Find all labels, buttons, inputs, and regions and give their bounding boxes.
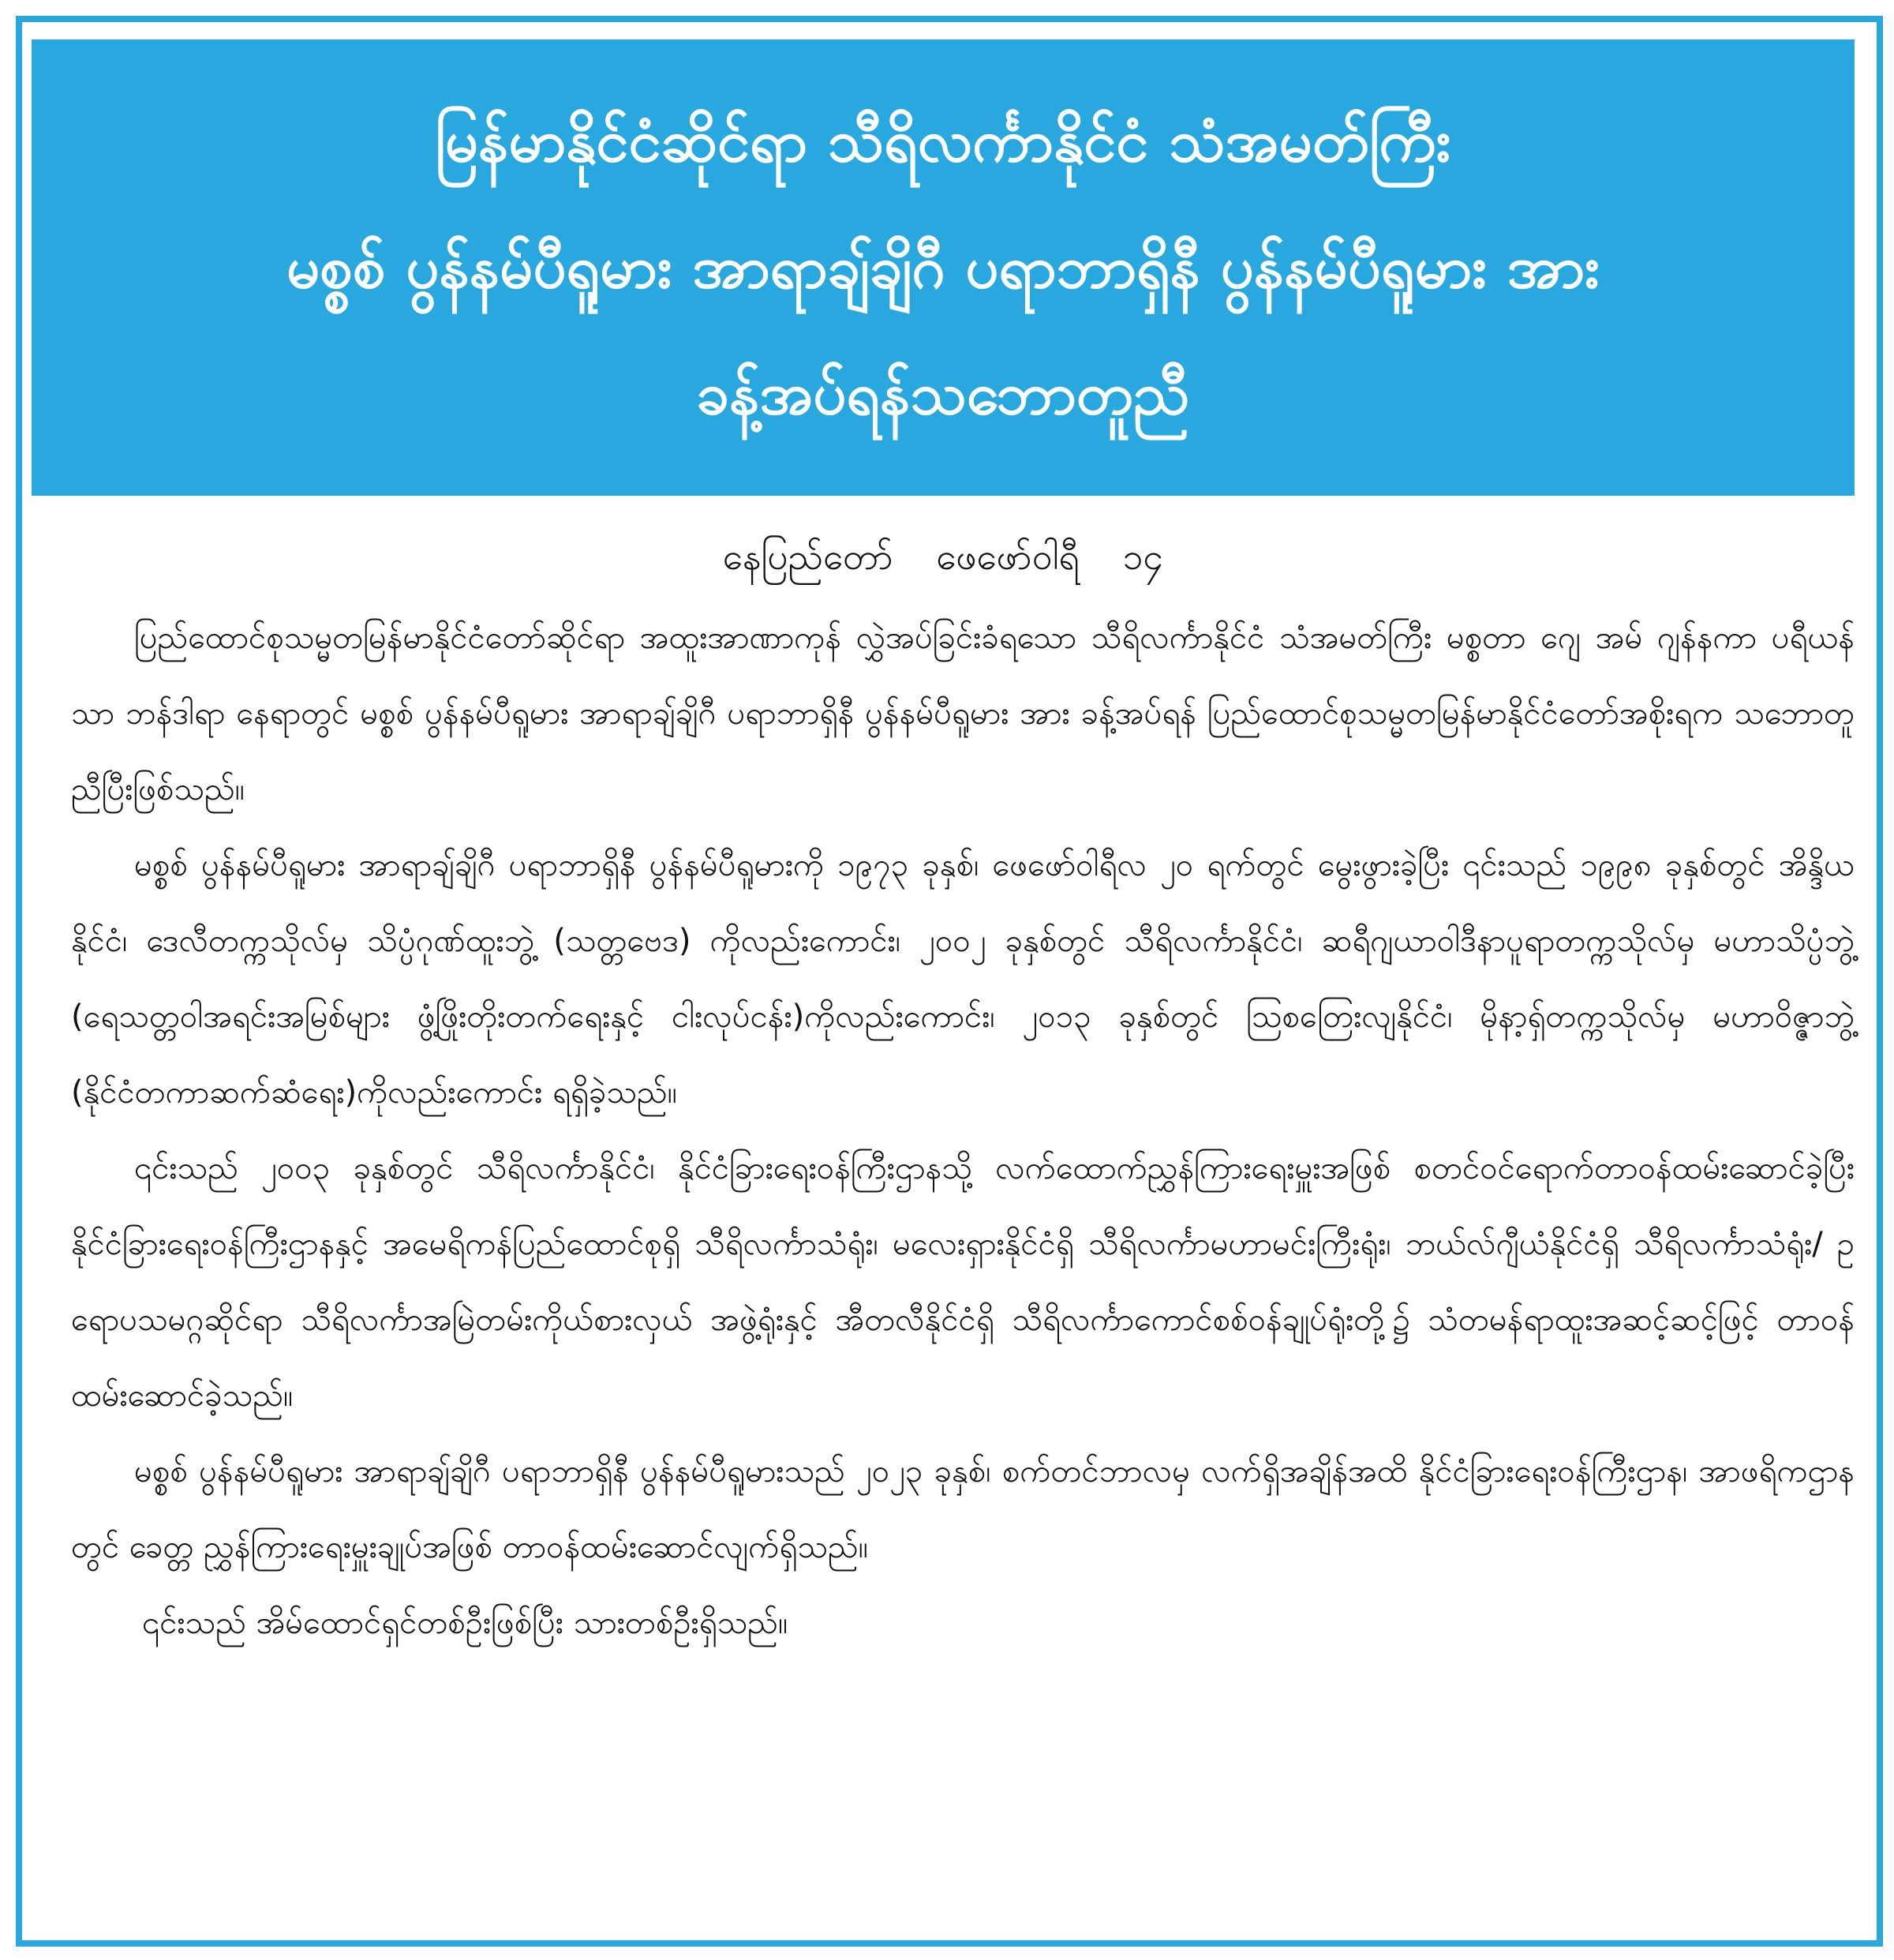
headline-line-2: မစ္စစ် ပွန်နမ်ပီရူမား အာရာချ်ချိဂီ ပရာဘာရှိနီ ပွန်နမ်ပီရူမား အား [286, 234, 1600, 302]
headline-banner [32, 39, 1855, 496]
paragraph-2: မစ္စစ် ပွန်နမ်ပီရူမား အာရာချ်ချိဂီ ပရာဘာရှိနီ ပွန်နမ်ပီရူမားကို ၁၉၇၃ ခုနှစ်၊ ဖေဖော်ဝါရီလ ၂၀ ရက်တွင် မွေးဖွားခဲ့ပြီး ၎င်းသည် ၁၉၉၈ ခုနှစ်တွင် အိန္ဒိယနိုင်ငံ၊ ဒေလီတက္ကသိုလ်မှ သိပ္ပံဂုဏ်ထူးဘွဲ့ (သတ္တဗေဒ) ကိုလည်းကောင်း၊ ၂၀၀၂ ခုနှစ်တွင် သီရိလင်္ကာနိုင်ငံ၊ ဆရီဂျယာဝါဒီနာပူရာတက္ကသိုလ်မှ မဟာသိပ္ပံဘွဲ့ (ရေသတ္တဝါအရင်းအမြစ်များ ဖွံ့ဖြိုးတိုးတက်ရေးနှင့် ငါးလုပ်ငန်း)ကိုလည်းကောင်း၊ ၂၀၁၃ ခုနှစ်တွင် ဩစတြေးလျနိုင်ငံ၊ မိုနာ့ရှ်တက္ကသိုလ်မှ မဟာဝိဇ္ဇာဘွဲ့ (နိုင်ငံတကာဆက်ဆံရေး)ကိုလည်းကောင်း ရရှိခဲ့သည်။ [71, 847, 1855, 1111]
dateline [32, 525, 1855, 588]
paragraph-4: မစ္စစ် ပွန်နမ်ပီရူမား အာရာချ်ချိဂီ ပရာဘာရှိနီ ပွန်နမ်ပီရူမားသည် ၂၀၂၃ ခုနှစ်၊ စက်တင်ဘာလမှ လက်ရှိအချိန်အထိ နိုင်ငံခြားရေးဝန်ကြီးဌာန၊ အာဖရိကဌာနတွင် ခေတ္တ ညွှန်ကြားရေးမှူးချုပ်အဖြစ် တာဝန်ထမ်းဆောင်လျက်ရှိသည်။ [71, 1453, 1855, 1565]
headline-line-1: မြန်မာနိုင်ငံဆိုင်ရာ သီရိလင်္ကာနိုင်ငံ သံအမတ်ကြီး [435, 107, 1451, 175]
dateline-day: ၁၄ [1122, 535, 1164, 578]
announcement [32, 32, 1855, 1918]
paragraph-3: ၎င်းသည် ၂၀၀၃ ခုနှစ်တွင် သီရိလင်္ကာနိုင်ငံ၊ နိုင်ငံခြားရေးဝန်ကြီးဌာနသို့ လက်ထောက်ညွှန်ကြားရေးမှူးအဖြစ် စတင်ဝင်ရောက်တာဝန်ထမ်းဆောင်ခဲ့ပြီး နိုင်ငံခြားရေးဝန်ကြီးဌာနနှင့် အမေရိကန်ပြည်ထောင်စုရှိ သီရိလင်္ကာသံရုံး၊ မလေးရှားနိုင်ငံရှိ သီရိလင်္ကာမဟာမင်းကြီးရုံး၊ ဘယ်လ်ဂျီယံနိုင်ငံရှိ သီရိလင်္ကာသံရုံး/ ဥရောပသမဂ္ဂဆိုင်ရာ သီရိလင်္ကာအမြဲတမ်းကိုယ်စားလှယ် အဖွဲ့ရုံးနှင့် အီတလီနိုင်ငံရှိ သီရိလင်္ကာကောင်စစ်ဝန်ချုပ်ရုံးတို့၌ သံတမန်ရာထူးအဆင့်ဆင့်ဖြင့် တာဝန်ထမ်းဆောင်ခဲ့သည်။ [71, 1150, 1855, 1414]
paragraph-5: ၎င်းသည် အိမ်ထောင်ရှင်တစ်ဦးဖြစ်ပြီး သားတစ်ဦးရှိသည်။ [142, 1605, 788, 1641]
paragraph-1: ပြည်ထောင်စုသမ္မတမြန်မာနိုင်ငံတော်ဆိုင်ရာ အထူးအာဏာကုန် လွှဲအပ်ခြင်းခံရသော သီရိလင်္ကာနိုင်ငံ သံအမတ်ကြီး မစ္စတာ ဂျေ အမ် ဂျန်နကာ ပရီယန်သာ ဘန်ဒါရာ နေရာတွင် မစ္စစ် ပွန်နမ်ပီရူမား အာရာချ်ချိဂီ ပရာဘာရှိနီ ပွန်နမ်ပီရူမား အား ခန့်အပ်ရန် ပြည်ထောင်စုသမ္မတမြန်မာနိုင်ငံတော်အစိုးရက သဘောတူညီပြီးဖြစ်သည်။ [71, 620, 1855, 808]
headline-line-3: ခန့်အပ်ရန်သဘောတူညီ [696, 360, 1190, 428]
dateline-month: ဖေဖော်ဝါရီ [936, 535, 1080, 578]
dateline-place: နေပြည်တော် [722, 535, 893, 578]
article-body [71, 600, 1855, 1661]
